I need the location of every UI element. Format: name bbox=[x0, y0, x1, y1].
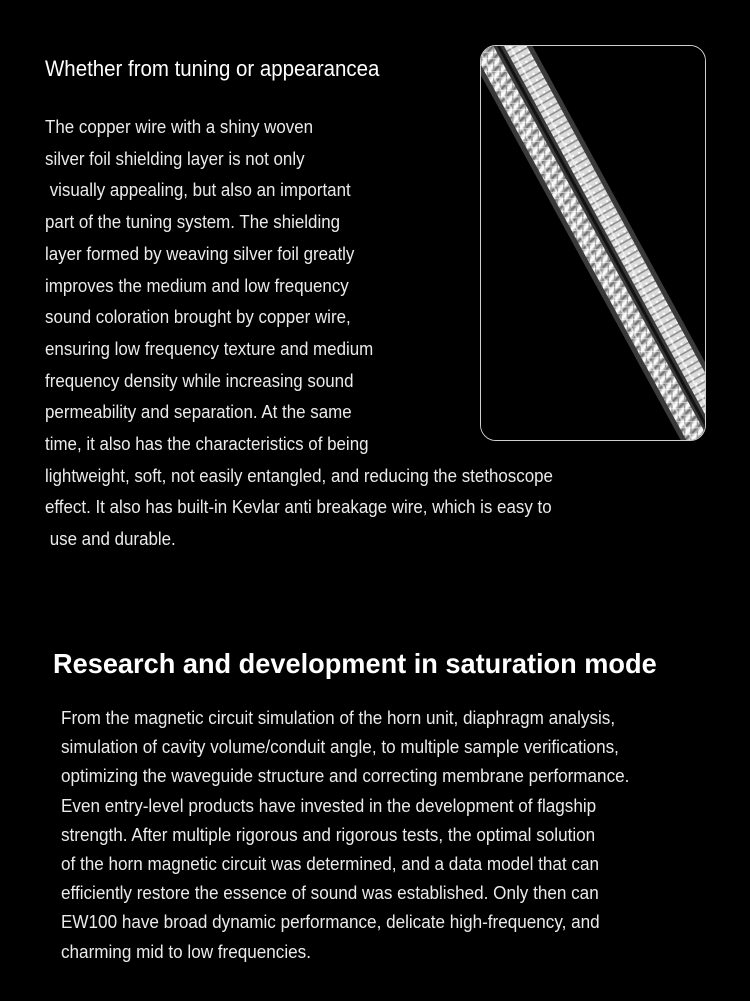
text-line: layer formed by weaving silver foil greatly bbox=[45, 243, 355, 264]
text-line: charming mid to low frequencies. bbox=[61, 941, 311, 962]
text-line: simulation of cavity volume/conduit angle, to multiple sample verifications, bbox=[61, 737, 619, 758]
research-section bbox=[0, 620, 750, 1001]
text-line: ensuring low frequency texture and medium bbox=[45, 338, 374, 359]
text-line: effect. It also has built-in Kevlar anti breakage wire, which is easy to bbox=[45, 497, 552, 518]
text-line: lightweight, soft, not easily entangled, and reducing the stethoscope bbox=[45, 465, 553, 486]
text-line: From the magnetic circuit simulation of the horn unit, diaphragm analysis, bbox=[61, 708, 616, 728]
text-line: use and durable. bbox=[45, 529, 176, 550]
text-line: sound coloration brought by copper wire, bbox=[45, 307, 351, 328]
section-title-research: Research and development in saturation mode bbox=[53, 648, 657, 679]
text-line: permeability and separation. At the same bbox=[45, 402, 352, 423]
cable-photo-icon bbox=[481, 46, 706, 441]
braided-silver-cable-photo bbox=[480, 45, 706, 441]
research-description bbox=[61, 704, 707, 967]
text-line: improves the medium and low frequency bbox=[45, 275, 349, 296]
text-line: part of the tuning system. The shielding bbox=[45, 212, 341, 233]
text-line: visually appealing, but also an important bbox=[45, 180, 351, 201]
text-line: The copper wire with a shiny woven bbox=[45, 117, 314, 137]
section-title-tuning: Whether from tuning or appearancea bbox=[45, 56, 380, 81]
text-line: EW100 have broad dynamic performance, delicate high-frequency, and bbox=[61, 912, 600, 933]
text-line: time, it also has the characteristics of being bbox=[45, 434, 369, 455]
text-line: frequency density while increasing sound bbox=[45, 370, 354, 391]
text-line: silver foil shielding layer is not only bbox=[45, 148, 305, 169]
text-line: of the horn magnetic circuit was determined, and a data model that can bbox=[61, 854, 600, 875]
text-line: efficiently restore the essence of sound was established. Only then can bbox=[61, 883, 599, 904]
text-line: strength. After multiple rigorous and rigorous tests, the optimal solution bbox=[61, 824, 596, 845]
text-line: Even entry-level products have invested in the development of flagship bbox=[61, 795, 597, 816]
text-line: optimizing the waveguide structure and correcting membrane performance. bbox=[61, 766, 630, 787]
